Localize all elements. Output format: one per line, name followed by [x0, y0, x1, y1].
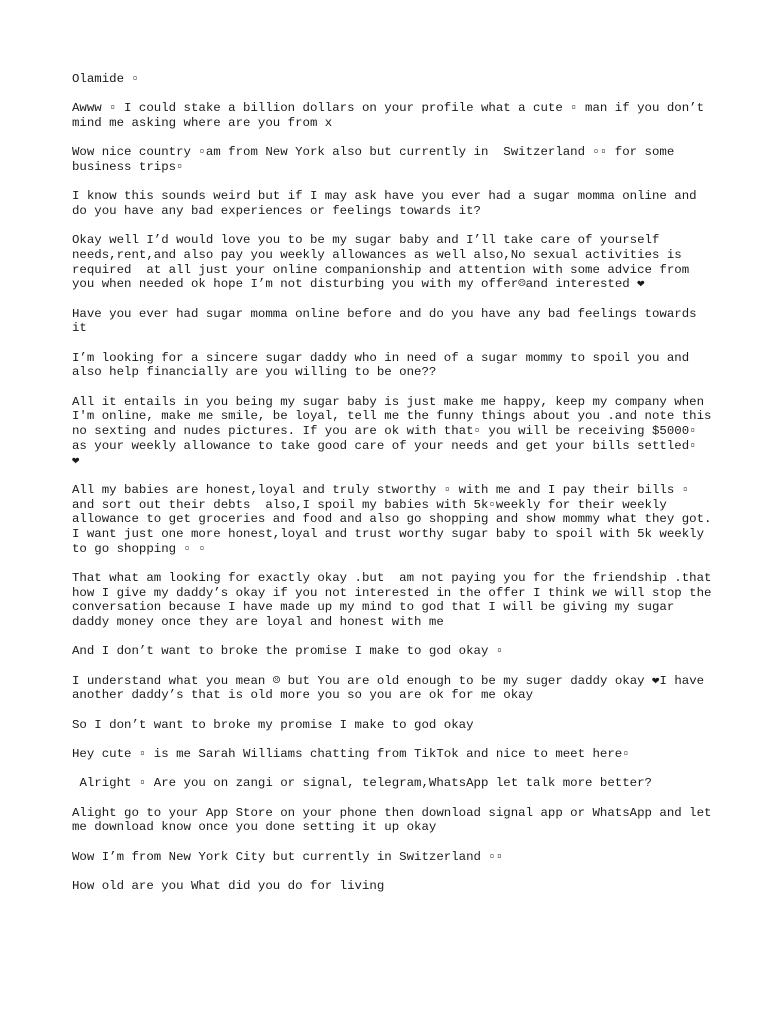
document-body [72, 72, 719, 908]
paragraph-1: Olamide ▫ [72, 72, 139, 86]
paragraph-17: Wow I’m from New York City but currently in Switzerland ▫▫ [72, 849, 504, 864]
paragraph-13: So I don’t want to broke my promise I make to god okay [72, 717, 474, 732]
paragraph-7: I’m looking for a sincere sugar daddy who in need of a sugar mommy to spoil you and also help financially are you willing to be one?? [72, 350, 697, 380]
paragraph-5: Okay well I’d would love you to be my sugar baby and I’ll take care of yourself needs,rent,and also pay you weekly allowances as well also,No sexual activities is required at all just your online companionship and attention with some advice from you when needed ok hope I’m not disturbing you with my offer☹and interested ❤ [72, 233, 697, 292]
paragraph-4: I know this sounds weird but if I may ask have you ever had a sugar momma online and do you have any bad experiences or feelings towards it? [72, 189, 705, 218]
paragraph-8: All it entails in you being my sugar baby is just make me happy, keep my company when I'm online, make me smile, be loyal, tell me the funny things about you .and note this no sexting and nudes pictures. If you are ok with that▫ you will be receiving $5000▫ as your weekly allowance to take good care of your needs and get your bills settled▫ ❤ [72, 394, 712, 468]
paragraph-14: Hey cute ▫ is me Sarah Williams chatting from TikTok and nice to meet here▫ [72, 746, 630, 761]
paragraph-12: I understand what you mean ☹ but You are old enough to be my suger daddy okay ❤I have another daddy’s that is old more you so you are ok for me okay [72, 673, 712, 703]
paragraph-10: That what am looking for exactly okay .but am not paying you for the friendship .that how I give my daddy’s okay if you not interested in the offer I think we will stop the conversation because I have made up my mind to god that I will be giving my sugar daddy money once they are loyal and honest with me [72, 570, 719, 630]
paragraph-6: Have you ever had sugar momma online before and do you have any bad feelings towards it [72, 306, 705, 336]
paragraph-11: And I don’t want to broke the promise I make to god okay ▫ [72, 644, 504, 659]
paragraph-3: Wow nice country ▫am from New York also but currently in Switzerland ▫▫ for some business trips▫ [72, 145, 682, 174]
paragraph-16: Alight go to your App Store on your phone then download signal app or WhatsApp and let me download know once you done setting it up okay [72, 805, 719, 835]
paragraph-2: Awww ▫ I could stake a billion dollars on your profile what a cute ▫ man if you don’t mind me asking where are you from x [72, 101, 712, 130]
paragraph-18: How old are you What did you do for living [72, 878, 385, 893]
paragraph-15: Alright ▫ Are you on zangi or signal, telegram,WhatsApp let talk more better? [72, 776, 652, 791]
paragraph-9: All my babies are honest,loyal and truly stworthy ▫ with me and I pay their bills ▫ and sort out their debts also,I spoil my babies with 5k▫weekly for their weekly allowance to get groceries and food and also go shopping and show mommy what they got. I want just one more honest,loyal and trust worthy sugar baby to spoil with 5k weekly to go shopping ▫ ▫ [72, 482, 719, 556]
